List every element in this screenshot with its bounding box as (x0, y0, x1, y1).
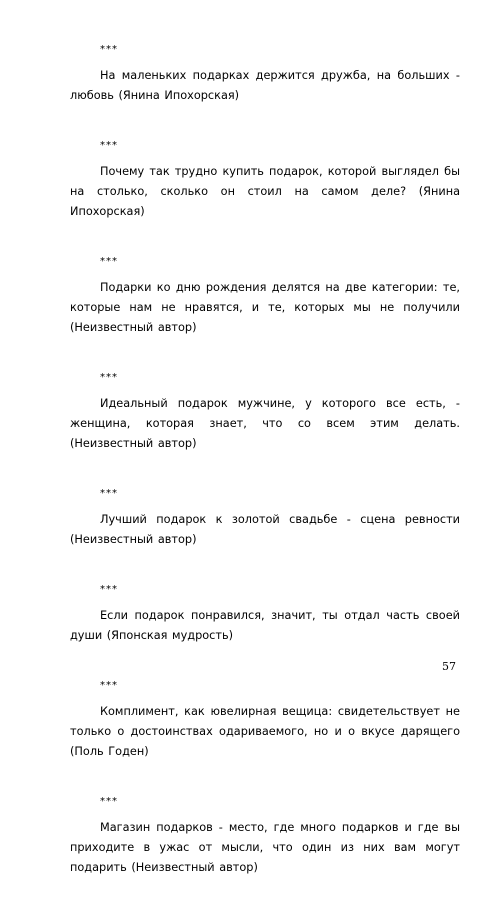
quote-text: Идеальный подарок мужчине, у которого все есть, - женщина, которая знает, что со всем этим делать. (Неизвестный автор) (70, 397, 460, 450)
separator-stars: *** (100, 372, 118, 383)
quote-entry-6 (70, 584, 460, 646)
quote-entry-5 (70, 488, 460, 550)
quote-text: Магазин подарков - место, где много подарков и где вы приходите в ужас от мысли, что один из них вам могут подарить (Неизвестный автор) (70, 821, 460, 874)
quote-entry-2 (70, 140, 460, 222)
quote-entry-3 (70, 256, 460, 338)
quote-entry-4 (70, 372, 460, 454)
separator-stars: *** (100, 256, 118, 267)
separator-stars: *** (100, 488, 118, 499)
quote-text: Лучший подарок к золотой свадьбе - сцена ревности (Неизвестный автор) (70, 513, 460, 546)
separator-stars: *** (100, 680, 118, 691)
separator-stars: *** (100, 44, 118, 55)
separator-stars: *** (100, 140, 118, 151)
quote-entry-8 (70, 796, 460, 878)
quote-text: Комплимент, как ювелирная вещица: свидетельствует не только о достоинствах одариваемого, но и о вкусе дарящего (Поль Годен) (70, 705, 460, 758)
page-number: 57 (442, 660, 456, 673)
quote-text: Если подарок понравился, значит, ты отдал часть своей души (Японская мудрость) (70, 609, 460, 642)
quotes-list (70, 44, 460, 912)
quote-entry-7 (70, 680, 460, 762)
quote-text: Почему так трудно купить подарок, которой выглядел бы на столько, сколько он стоил на самом деле? (Янина Ипохорская) (70, 165, 460, 218)
quote-text: Подарки ко дню рождения делятся на две категории: те, которые нам не нравятся, и те, которых мы не получили (Неизвестный автор) (70, 281, 460, 334)
quote-entry-1 (70, 44, 460, 106)
separator-stars: *** (100, 796, 118, 807)
separator-stars: *** (100, 584, 118, 595)
quote-text: На маленьких подарках держится дружба, на больших - любовь (Янина Ипохорская) (70, 69, 460, 102)
